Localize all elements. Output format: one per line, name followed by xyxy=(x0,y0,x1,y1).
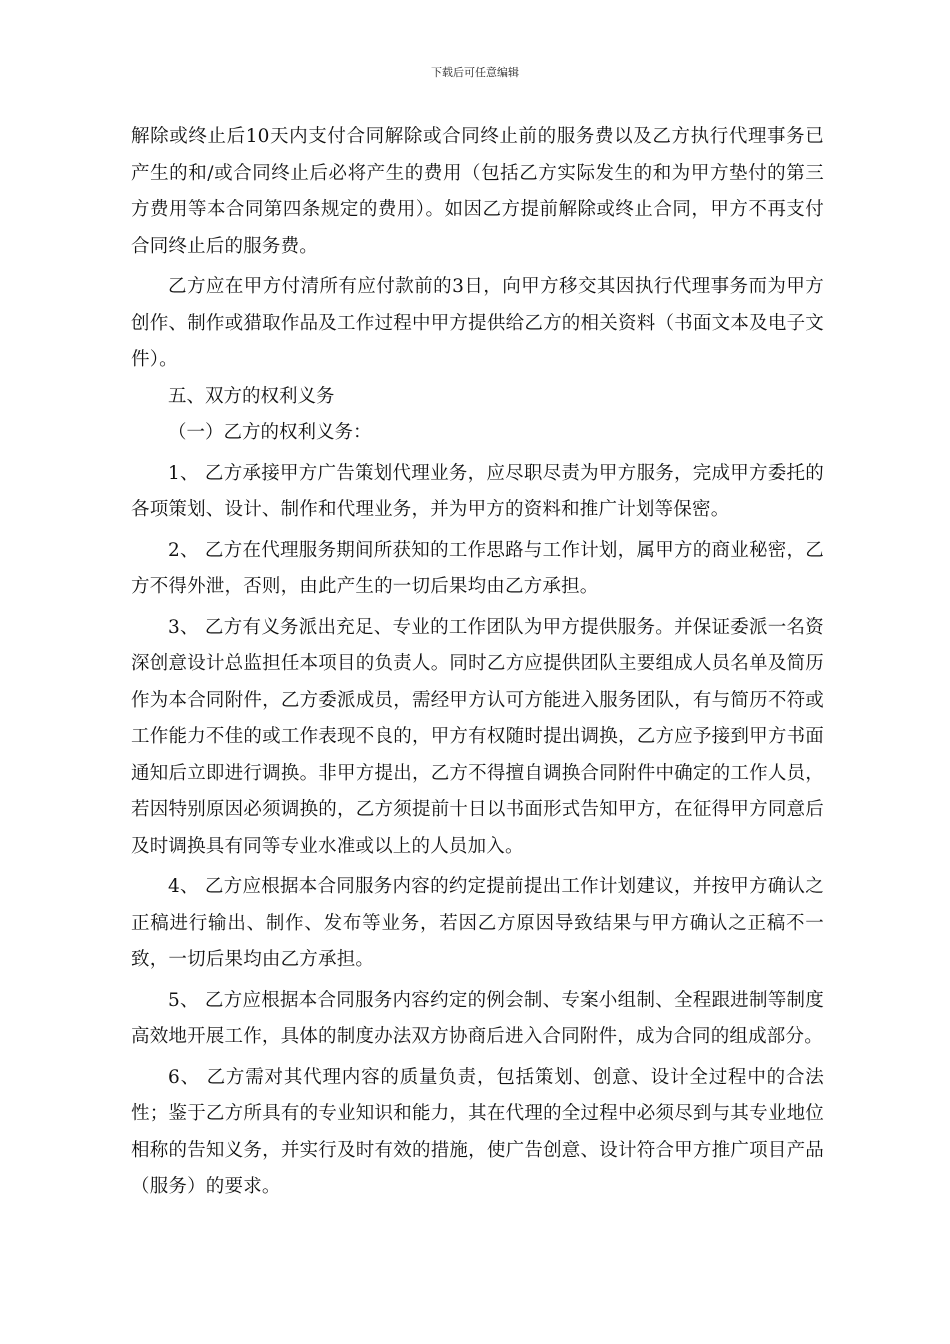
paragraph-handover: 乙方应在甲方付清所有应付款前的3日，向甲方移交其因执行代理事务而为甲方创作、制作或猎取作品及工作过程中甲方提供给乙方的相关资料（书面文本及电子文件）。 xyxy=(131,276,824,370)
clause-1: 1、 乙方承接甲方广告策划代理业务，应尽职尽责为甲方服务，完成甲方委托的各项策划、设计、制作和代理业务，并为甲方的资料和推广计划等保密。 xyxy=(131,462,824,520)
page-header-note: 下载后可任意编辑 xyxy=(431,66,519,79)
clause-3: 3、 乙方有义务派出充足、专业的工作团队为甲方提供服务。并保证委派一名资深创意设计总监担任本项目的负责人。同时乙方应提供团队主要组成人员名单及简历作为本合同附件，乙方委派成员，需经甲方认可方能进入服务团队，有与简历不符或工作能力不佳的或工作表现不良的，甲方有权随时提出调换，乙方应予接到甲方书面通知后立即进行调换。非甲方提出，乙方不得擅自调换合同附件中确定的工作人员，若因特别原因必须调换的，乙方须提前十日以书面形式告知甲方，在征得甲方同意后及时调换具有同等专业水准或以上的人员加入。 xyxy=(131,616,824,857)
document-body xyxy=(131,119,824,1206)
subsection-heading-party-b: （一）乙方的权利义务： xyxy=(168,422,372,443)
clause-4: 4、 乙方应根据本合同服务内容的约定提前提出工作计划建议，并按甲方确认之正稿进行输出、制作、发布等业务，若因乙方原因导致结果与甲方确认之正稿不一致，一切后果均由乙方承担。 xyxy=(131,876,824,970)
section-heading-rights-obligations: 五、双方的权利义务 xyxy=(168,385,335,407)
clause-6: 6、 乙方需对其代理内容的质量负责，包括策划、创意、设计全过程中的合法性；鉴于乙方所具有的专业知识和能力，其在代理的全过程中必须尽到与其专业地位相称的告知义务，并实行及时有效的措施，使广告创意、设计符合甲方推广项目产品（服务）的要求。 xyxy=(131,1066,824,1197)
clause-5: 5、 乙方应根据本合同服务内容约定的例会制、专案小组制、全程跟进制等制度高效地开展工作，具体的制度办法双方协商后进入合同附件，成为合同的组成部分。 xyxy=(131,989,824,1047)
clause-2: 2、 乙方在代理服务期间所获知的工作思路与工作计划，属甲方的商业秘密，乙方不得外泄，否则，由此产生的一切后果均由乙方承担。 xyxy=(131,539,824,597)
paragraph-continuation: 解除或终止后10天内支付合同解除或合同终止前的服务费以及乙方执行代理事务已产生的和/或合同终止后必将产生的费用（包括乙方实际发生的和为甲方垫付的第三方费用等本合同第四条规定的费用）。如因乙方提前解除或终止合同，甲方不再支付合同终止后的服务费。 xyxy=(131,126,824,257)
